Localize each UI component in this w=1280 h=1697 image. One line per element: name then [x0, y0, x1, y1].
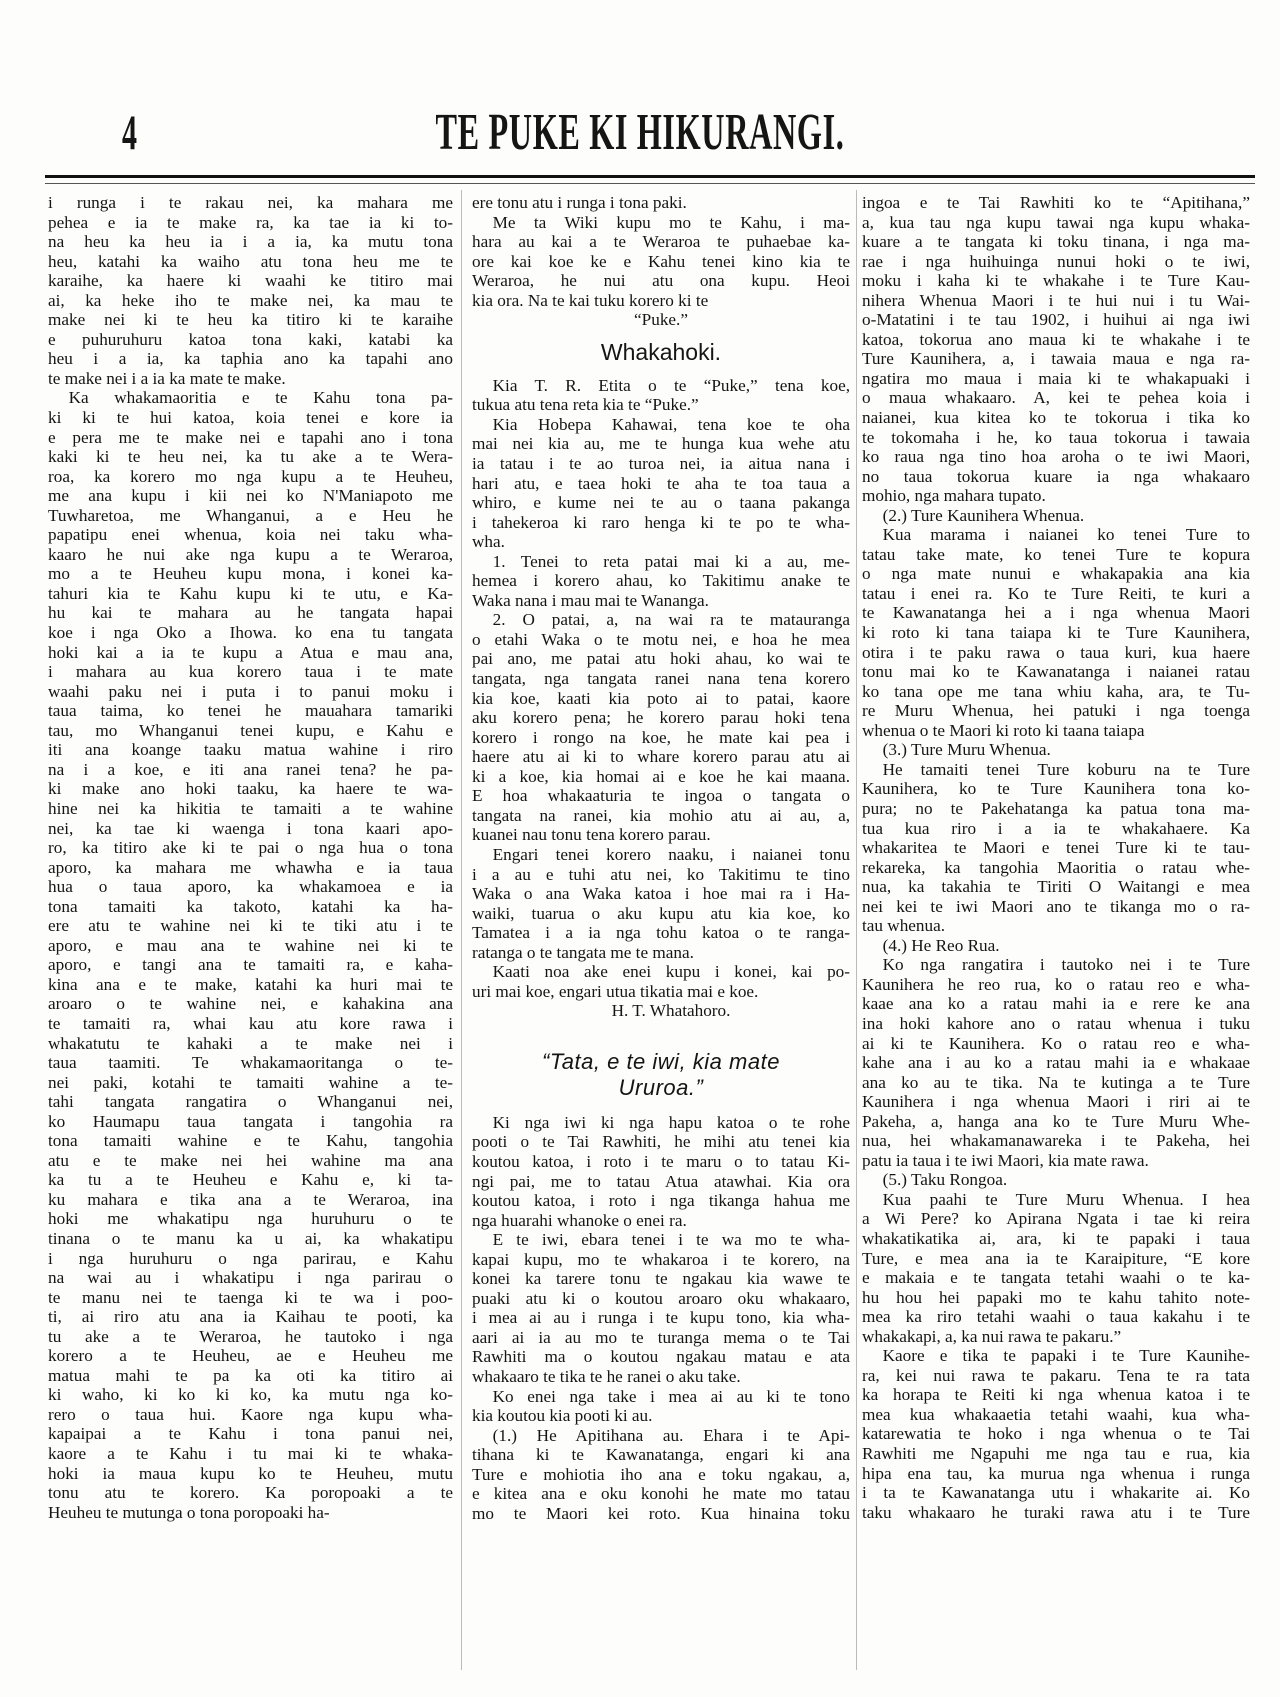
text-line: aporo, ka mahara me whawha e ia taua	[48, 857, 453, 877]
text-line: i ta te Kawanatanga utu i whakarite ai. Ko	[862, 1483, 1250, 1503]
text-line: hu kai te mahara au he tangata hapai	[48, 603, 453, 623]
text-line: wha.	[472, 532, 505, 552]
text-line: nga huarahi whanoke o enei ra.	[472, 1210, 687, 1230]
text-line: re Muru Whenua, hei patuki i nga toenga	[862, 701, 1250, 721]
text-line: naianei, kua kitea ko te tokorua i tika ko	[862, 408, 1250, 428]
text-line: Rawhiti me Ngapuhi me nga tau e rua, kia	[862, 1444, 1250, 1463]
text-line: ko raua nga tino hoa aroha o te iwi Maori,	[862, 447, 1250, 467]
paragraph	[472, 415, 850, 552]
text-line: ki roto ki tana taiapa ki te Ture Kaunihera,	[862, 623, 1250, 643]
text-line: whakaritea te Maori e tenei Ture ki te tau-	[862, 838, 1250, 858]
column-1	[48, 193, 453, 1522]
text-line: Kaunihera he reo rua, ko o ratau reo e wha-	[862, 974, 1250, 994]
text-line: ngi pai, me to tatau Atua atawhai. Kia ora	[472, 1171, 850, 1191]
text-line: hine nei ka hikitia te tamaiti a te wahine	[48, 798, 453, 818]
text-line: taua taima, ko tenei he mauahara tamariki	[48, 701, 453, 721]
text-line: pura; no te Pakehatanga ka patua tona ma-	[862, 798, 1250, 818]
text-line: tau, mo Whanganui tenei kupu, e Kahu e	[48, 720, 453, 740]
text-line: tukua atu tena reta kia te “Puke.”	[472, 395, 699, 415]
text-line: i mahara au kua korero taua i te mate	[48, 662, 453, 682]
text-line: rero o taua hui. Kaore nga kupu wha-	[48, 1404, 453, 1424]
text-line: E te iwi, ebara tenei i te wa mo te wha-	[492, 1230, 850, 1250]
text-line: make nei ki te heu ka titiro ki te karaihe	[48, 310, 453, 330]
paragraph	[472, 1113, 850, 1230]
column-3	[862, 193, 1250, 1522]
text-line: me ana kupu i kii nei ko N'Maniapoto me	[48, 486, 453, 506]
text-line: ingoa e te Tai Rawhiti ko te “Apitihana,”	[862, 193, 1250, 212]
text-line: ku mahara e tika ana a te Weraroa, ina	[48, 1189, 453, 1209]
text-line: papatipu enei whenua, koia nei taku wha-	[48, 525, 453, 545]
text-line: atu e te make nei hei wahine ma ana	[48, 1150, 453, 1170]
article-heading	[472, 1049, 850, 1101]
text-line: He tamaiti tenei Ture koburu na te Ture	[882, 759, 1250, 779]
text-line: Tamatea i a ia nga tohu katoa o te ranga-	[472, 923, 850, 943]
text-line: kina ana e te make, katahi ka huri mai te	[48, 974, 453, 994]
text-line: kaaro he nui ake nga kupu a te Weraroa,	[48, 544, 453, 564]
text-line: e kitea ana e oku konohi he mate mo tatau	[472, 1484, 850, 1504]
text-line: ro, ka titiro ake ki te pai o nga hua o tona	[48, 838, 453, 858]
text-line: Ture e mohiotia iho ana e toku ngakau, a,	[472, 1464, 850, 1484]
text-line: Kaati noa ake enei kupu i konei, kai po-	[492, 962, 850, 982]
text-line: Ko nga rangatira i tautoko nei i te Ture	[882, 955, 1250, 975]
text-line: ana ko au te tika. Na te kutinga a te Ture	[862, 1072, 1250, 1092]
text-line: mo te Maori kei roto. Kua hinaina toku	[472, 1503, 850, 1523]
column-divider	[856, 190, 857, 1670]
text-line: ia tatau i te ao turoa nei, ia aitua nana i	[472, 454, 850, 474]
text-line: ti, ai riro atu ana ia Kaihau te pooti, ka	[48, 1307, 453, 1327]
text-line: nei, ka tae ki waenga i tona kaari apo-	[48, 818, 453, 838]
text-line: kia koutou kia pooti ki au.	[472, 1406, 653, 1426]
text-line: nei kei te iwi Maori ano te tikanga mo o ra-	[862, 896, 1250, 916]
text-line: aporo, e tangi ana te tamaiti ra, e kaha-	[48, 955, 453, 975]
paragraph	[862, 1190, 1250, 1346]
text-line: o-Matatini i te tau 1902, i huihui ai nga iwi	[862, 310, 1250, 330]
text-line: rae i nga huihuinga nunui hoki o te iwi,	[862, 251, 1250, 271]
text-line: patu ia taua i te iwi Maori, kia mate rawa.	[862, 1150, 1149, 1170]
paragraph	[862, 1346, 1250, 1522]
text-line: ere tonu atu i runga i tona paki.	[472, 193, 687, 212]
text-line: katarewatia te hoko i nga whenua o te Tai	[862, 1424, 1250, 1444]
text-line: kuanei nau tonu tena korero parau.	[472, 825, 711, 845]
text-line: ere atu te wahine nei ki te tiki atu i te	[48, 916, 453, 936]
text-line: kahe ana i au ko a ratau mahi ia e whakaae	[862, 1053, 1250, 1073]
text-line: hu hou hei papaki mo te kahu tahito note-	[862, 1287, 1250, 1307]
text-line: mea kua whakaaetia tetahi waahi, kua wha-	[862, 1404, 1250, 1424]
text-line: Tuwharetoa, me Whanganui, a e Heu he	[48, 505, 453, 525]
text-line: whakakapi, a, ka nui rawa te pakaru.”	[862, 1326, 1122, 1346]
text-line: ra, kei nui rawa te pakaru. Tena te ra tata	[862, 1365, 1250, 1385]
text-line: kapai kupu, mo te whakaroa i te korero, na	[472, 1249, 850, 1269]
heading-line: Whakahoki.	[600, 338, 722, 365]
paragraph	[472, 845, 850, 962]
text-line: e pera me te make nei e tapahi ano i tona	[48, 427, 453, 447]
text-line: Kua marama i naianei ko tenei Ture to	[882, 525, 1250, 545]
text-line: hara au kai a te Weraroa te puhaebae ka-	[472, 232, 850, 252]
text-line: mo a te Heuheu kupu mona, i konei ka-	[48, 564, 453, 584]
text-line: rekareka, ka tangohia Maoritia o ratau whe-	[862, 857, 1250, 877]
column-2	[472, 193, 850, 1523]
text-line: Kua paahi te Ture Muru Whenua. I hea	[882, 1189, 1250, 1209]
text-line: tau whenua.	[862, 916, 946, 936]
text-line: mai nei kia au, me te hunga kua wehe atu	[472, 434, 850, 454]
text-line: (2.) Ture Kaunihera Whenua.	[882, 505, 1085, 525]
text-line: Rawhiti ma o koutou ngakau matau e ata	[472, 1347, 850, 1367]
text-line: tonu mai ko te Kawanatanga i naianei ratau	[862, 662, 1250, 682]
text-line: mohio, nga mahara tupato.	[862, 486, 1046, 506]
text-line: hemea i korero ahau, ko Takitimu anake te	[472, 571, 850, 591]
text-line: hoki me whakatipu nga huruhuru o te	[48, 1209, 453, 1229]
text-line: tua kua riro i a ia te whakahaere. Ka	[862, 818, 1250, 838]
paragraph	[862, 740, 1250, 760]
text-line: whakaaro te tika te he ranei o aku take.	[472, 1366, 741, 1386]
text-line: Waka o ana Waka katoa i hoe mai ra i Ha-	[472, 884, 850, 904]
text-line: tangata, nga tangata ranei nana tena korero	[472, 669, 850, 689]
text-line: no taua tokorua kuare ia nga whakaaro	[862, 466, 1250, 486]
masthead	[0, 95, 1280, 175]
signature	[472, 1001, 870, 1021]
text-line: Kaore e tika te papaki i te Ture Kaunihe-	[882, 1346, 1250, 1366]
text-line: o maua whakaaro. A, kei te pehea koia i	[862, 388, 1250, 408]
text-line: tahi tangata rangatira o Whanganui nei,	[48, 1092, 453, 1112]
text-line: waahi paku nei i puta i to panui moku i	[48, 681, 453, 701]
text-line: tona tamaiti wahine e te Kahu, tangohia	[48, 1131, 453, 1151]
text-line: Ki nga iwi ki nga hapu katoa o te rohe	[492, 1112, 850, 1132]
paragraph	[472, 310, 850, 330]
text-line: ore kai koe ke e Kahu tenei kino kia te	[472, 251, 850, 271]
text-line: hua o taua aporo, ka whakamoea e ia	[48, 877, 453, 897]
text-line: tinana o te manu ka u ai, ka whakatipu	[48, 1228, 453, 1248]
paragraph	[472, 1387, 850, 1426]
text-line: koutou katoa, i roto i nga tikanga hahua me	[472, 1191, 850, 1211]
text-line: aporo, e mau ana te wahine nei ki te	[48, 935, 453, 955]
masthead-rule	[45, 175, 1255, 178]
text-line: haere atu ai ki to whare korero parau atu ai	[472, 747, 850, 767]
text-line: a, kua tau nga kupu tawai nga kupu whaka-	[862, 212, 1250, 232]
text-line: korero a te Heuheu, ae e Heuheu me	[48, 1346, 453, 1366]
paragraph	[48, 388, 453, 1522]
text-line: Ka whakamaoritia e te Kahu tona pa-	[68, 388, 453, 408]
text-line: kaae ana ko a ratau mahi ia e rere ke ana	[862, 994, 1250, 1014]
text-line: aroaro o te wahine nei, e kahakina ana	[48, 994, 453, 1014]
text-line: ratanga o te tangata me te mana.	[472, 942, 694, 962]
text-line: (3.) Ture Muru Whenua.	[882, 740, 1051, 760]
text-line: Pakeha, a, hanga ana ko te Ture Muru Whe-	[862, 1111, 1250, 1131]
text-line: nei paki, kotahi te tamaiti wahine a te-	[48, 1072, 453, 1092]
paragraph	[472, 610, 850, 845]
text-line: (1.) He Apitihana au. Ehara i te Api-	[492, 1425, 850, 1445]
paragraph	[472, 1426, 850, 1524]
text-line: aku korero pena; he korero parau hoki tena	[472, 708, 850, 728]
text-line: kaki ki te heu nei, ka tu ake a te Wera-	[48, 447, 453, 467]
text-line: ki ki te hui katoa, koia tenei e kore ia	[48, 408, 453, 428]
text-line: whiro, e kume nei te au o taana pakanga	[472, 493, 850, 513]
text-line: o etahi Waka o te motu nei, e hoa he mea	[472, 629, 850, 649]
text-line: na wai au i whakatipu i nga parirau o	[48, 1268, 453, 1288]
text-line: whakatutu te kahaki a te make nei i	[48, 1033, 453, 1053]
text-line: nihera Whenua Maori i te hui nui i tu Wai-	[862, 290, 1250, 310]
text-line: hipa ena tau, ka murua nga whenua i runga	[862, 1463, 1250, 1483]
text-line: 2. O patai, a, na wai ra te matauranga	[492, 610, 850, 630]
text-line: pooti o te Tai Rawhiti, he mihi atu tenei kia	[472, 1132, 850, 1152]
text-line: na i a koe, e iti ana ranei tena? he pa-	[48, 759, 453, 779]
text-line: o nga mate nunui e whakapakia ana kia	[862, 564, 1250, 584]
text-line: katoa, tokorua ano maua ki te whakahe i te	[862, 329, 1250, 349]
text-line: te manu nei te taenga ki te wa i poo-	[48, 1287, 453, 1307]
text-line: Kia T. R. Etita o te “Puke,” tena koe,	[492, 375, 850, 395]
text-line: ki waho, ki ko ki ko, ka mutu nga ko-	[48, 1385, 453, 1405]
text-line: ina hoki kahore ano o ratau whenua i tuku	[862, 1013, 1250, 1033]
text-line: kia koe, kaati kia poto ai to patai, kaore	[472, 688, 850, 708]
text-line: uri mai koe, engari utua tikatia mai e koe.	[472, 981, 759, 1001]
text-line: e makaia e te tangata tetahi waahi o te ka-	[862, 1268, 1250, 1288]
text-line: ka horapa te Reiti ki nga whenua katoa i te	[862, 1385, 1250, 1405]
text-line: te tamaiti ra, whai kau atu kore rawa i	[48, 1013, 453, 1033]
text-line: (4.) He Reo Rua.	[882, 935, 1000, 955]
text-line: matua mahi te pa ka oti ka titiro ai	[48, 1365, 453, 1385]
text-line: te Kawanatanga hei a i nga whenua Maori	[862, 603, 1250, 623]
text-line: Engari tenei korero naaku, i naianei tonu	[492, 844, 850, 864]
text-line: ko tana ope me tana whiu kaha, ara, te Tu-	[862, 681, 1250, 701]
paragraph	[862, 525, 1250, 740]
paragraph	[472, 1230, 850, 1386]
paragraph	[862, 193, 1250, 506]
text-line: Me ta Wiki kupu mo te Kahu, i ma-	[492, 212, 850, 232]
text-line: waiki, tuarua o aku kupu atu kia koe, ko	[472, 903, 850, 923]
text-line: mea ka riro tetahi waahi o taua kakahu i te	[862, 1307, 1250, 1327]
text-line: korero i rongo na koe, he mate kai pea i	[472, 727, 850, 747]
heading-line: Ururoa.”	[618, 1074, 704, 1100]
paragraph	[472, 962, 850, 1001]
text-line: hoki ia maua kupu ko te Heuheu, mutu	[48, 1463, 453, 1483]
paragraph	[472, 213, 850, 311]
heading-line: “Tata, e te iwi, kia mate	[542, 1048, 780, 1074]
text-line: ngatira mo maua i maia ki te whakapuaki i	[862, 368, 1250, 388]
text-line: kia ora. Na te kai tuku korero ki te	[472, 290, 709, 310]
text-line: i nga huruhuru o nga parirau, e Kahu	[48, 1248, 453, 1268]
text-line: kaore a te Kahu i tu mai ki te whaka-	[48, 1444, 453, 1463]
paragraph	[862, 955, 1250, 1170]
text-line: hari atu, e taea hoki te aha te toa taua a	[472, 473, 850, 493]
text-line: H. T. Whatahoro.	[611, 1001, 731, 1021]
text-line: tatau i enei ra. Ko te Ture Reiti, te kuri a	[862, 583, 1250, 603]
text-line: tangata na ranei, kia mohio atu ai au, a,	[472, 805, 850, 825]
paragraph	[472, 552, 850, 611]
text-line: ki make ano hoki taaku, ka haere te wa-	[48, 779, 453, 799]
text-line: Heuheu te mutunga o tona poropoaki ha-	[48, 1502, 330, 1522]
text-line: nua, hei whakamanawareka i te Pakeha, hei	[862, 1131, 1250, 1151]
text-line: te make nei i a ia ka mate te make.	[48, 368, 286, 388]
text-line: kapaipai a te Kahu i tona panui nei,	[48, 1424, 453, 1444]
text-line: Weraroa, he nui atu ona kupu. Heoi	[472, 271, 850, 291]
article-heading	[472, 338, 850, 366]
text-line: karaihe, ka haere ki waahi ke titiro mai	[48, 271, 453, 291]
text-line: te tokomaha i he, ko taua tokorua i tawaia	[862, 427, 1250, 447]
text-line: i tahekeroa ki raro henga ki te po te wha-	[472, 512, 850, 532]
text-line: nua, ka takahia te Tiriti O Waitangi e mea	[862, 877, 1250, 897]
paragraph	[862, 936, 1250, 956]
text-line: tu ake a te Weraroa, he tautoko i nga	[48, 1326, 453, 1346]
text-line: Ture Kaunihera, a, i tawaia maua e nga ra-	[862, 349, 1250, 369]
text-line: kuare a te tangata ki toku tinana, i nga ma-	[862, 232, 1250, 252]
text-line: ko Haumapu taua tangata i tangohia ra	[48, 1111, 453, 1131]
text-line: tihana ki te Kawanatanga, engari ki ana	[472, 1445, 850, 1465]
text-line: whakatikatika ai, ara, ki te papaki i taua	[862, 1228, 1250, 1248]
text-line: koe i nga Oko a Ihowa. ko ena tu tangata	[48, 623, 453, 643]
text-line: i runga i te rakau nei, ka mahara me	[48, 193, 453, 212]
text-line: tatau take mate, ko tenei Ture te kopura	[862, 544, 1250, 564]
text-line: roa, ka korero mo nga kupu a te Heuheu,	[48, 466, 453, 486]
text-line: Ture, e mea ana ia te Karaipiture, “E kore	[862, 1248, 1250, 1268]
text-line: heu i a ia, ka taphia ano ka tapahi ano	[48, 349, 453, 369]
newspaper-title: TE PUKE KI HIKURANGI.	[435, 104, 845, 161]
text-line: (5.) Taku Rongoa.	[882, 1170, 1008, 1190]
text-line: tonu atu te korero. Ka poropoaki a te	[48, 1483, 453, 1503]
text-line: “Puke.”	[634, 310, 688, 330]
text-line: konei ka tarere tonu te ngakau kia wawe te	[472, 1269, 850, 1289]
text-line: e puhuruhuru katoa tona kaki, katabi ka	[48, 329, 453, 349]
text-line: hoki kai a ia te kupu a Atua e mau ana,	[48, 642, 453, 662]
page-number: 4	[122, 104, 137, 160]
text-line: i a au e tuhi atu nei, ko Takitimu te tino	[472, 864, 850, 884]
paragraph	[48, 193, 453, 388]
text-line: puaki atu ki o koutou aroaro oku whakaaro,	[472, 1288, 850, 1308]
text-line: koutou katoa, i roto i te maru o to tatau Ki-	[472, 1151, 850, 1171]
text-line: taua taamiti. Te whakamaoritanga o te-	[48, 1053, 453, 1073]
text-line: ki a koe, kia homai ai e koe he kai maana.	[472, 766, 850, 786]
text-line: 1. Tenei to reta patai mai ki a au, me-	[492, 551, 850, 571]
text-line: moku i kaha ki te whakahe i te Ture Kau-	[862, 271, 1250, 291]
text-line: Waka nana i mau mai te Wananga.	[472, 590, 709, 610]
text-line: E hoa whakaaturia te ingoa o tangata o	[472, 786, 850, 806]
paragraph	[862, 1170, 1250, 1190]
text-line: i mea ai au i runga i te kupu tono, kia wha-	[472, 1308, 850, 1328]
text-line: ai ki te Kaunihera. Ko o ratau reo e wha-	[862, 1033, 1250, 1053]
text-line: pai ano, me patai atu hoki ahau, ko wai te	[472, 649, 850, 669]
text-line: a Wi Pere? ko Apirana Ngata i tae ki reira	[862, 1209, 1250, 1229]
paragraph	[862, 506, 1250, 526]
text-line: otira i te paku rawa o taua kuri, kua haere	[862, 642, 1250, 662]
text-line: pehea e ia te make ra, ka tae ia ki to-	[48, 212, 453, 232]
text-line: Kia Hobepa Kahawai, tena koe te oha	[492, 414, 850, 434]
text-line: Ko enei nga take i mea ai au ki te tono	[492, 1386, 850, 1406]
text-line: aari ai ia au mo te turanga mema o te Tai	[472, 1327, 850, 1347]
text-line: Kaunihera, ko te Ture Kaunihera tona ko-	[862, 779, 1250, 799]
column-divider	[461, 190, 462, 1670]
text-line: iti ana koange taaku matua wahine i riro	[48, 740, 453, 760]
masthead-rule-thin	[45, 183, 1255, 184]
text-line: Kaunihera i nga whenua Maori i riri ai te	[862, 1092, 1250, 1112]
paragraph	[472, 193, 850, 213]
text-line: tahuri kia te Kahu kupu ki te utu, e Ka-	[48, 583, 453, 603]
text-line: taku whakaaro he turaki rawa atu i te Ture	[862, 1502, 1250, 1522]
paragraph	[472, 376, 850, 415]
text-line: whenua o te Maori ki roto ki taana taiapa	[862, 720, 1145, 740]
text-line: heu, katahi ka waiho atu tona heu me te	[48, 251, 453, 271]
paragraph	[862, 760, 1250, 936]
text-line: ka tu a te Heuheu e Kahu e, ki ta-	[48, 1170, 453, 1190]
text-line: na heu ka heu ia i a ia, ka mutu tona	[48, 232, 453, 252]
text-line: tona tamaiti ka takoto, katahi ka ha-	[48, 896, 453, 916]
text-line: ai, ka heke iho te make nei, ka mau te	[48, 290, 453, 310]
